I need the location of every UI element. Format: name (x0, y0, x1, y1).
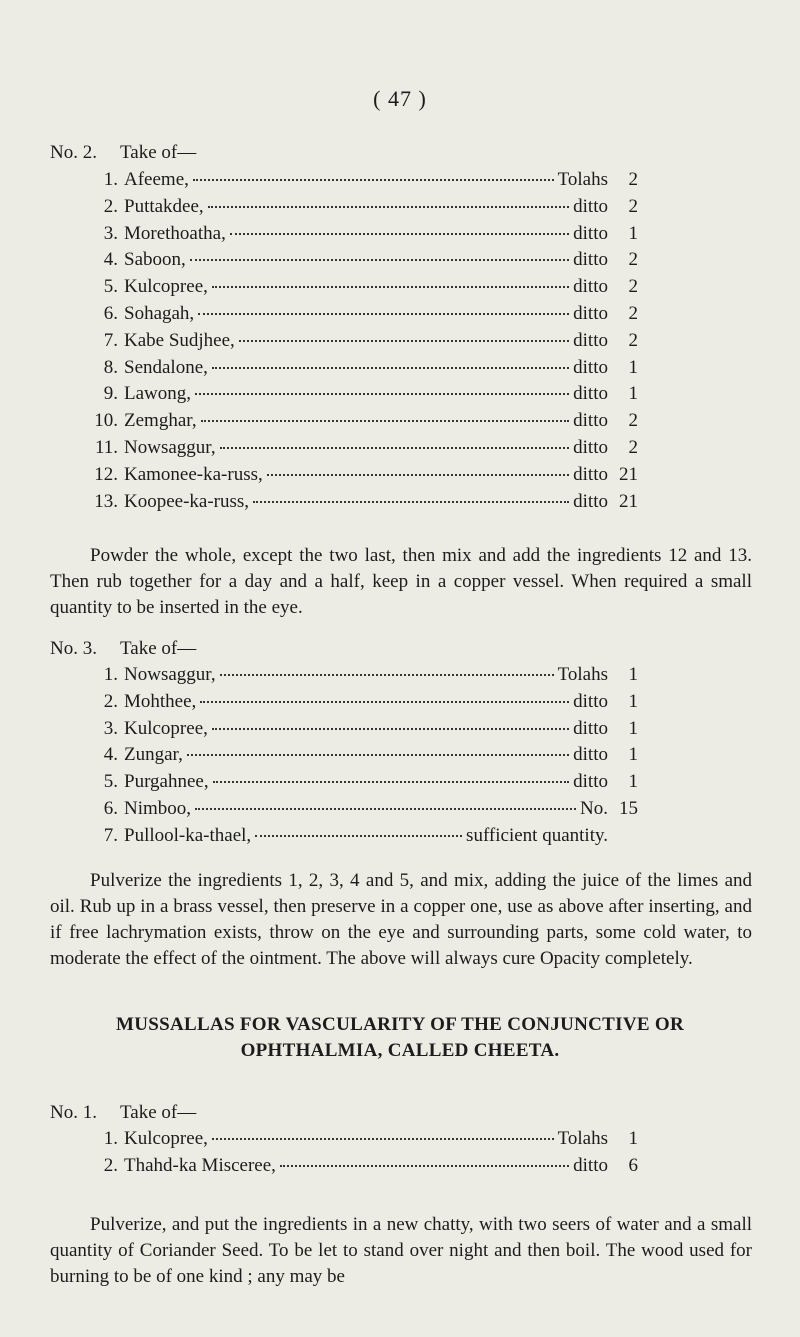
take-of-label: Take of— (120, 142, 197, 163)
ingredient-unit: sufficient quantity. (466, 824, 608, 846)
recipe-3-ingredient-list (78, 664, 638, 852)
leader-dots (212, 366, 569, 369)
leader-dots (208, 205, 569, 208)
ingredient-row (78, 1155, 638, 1182)
ingredient-row (78, 169, 638, 196)
ingredient-row (78, 330, 638, 357)
ingredient-row (78, 691, 638, 718)
ingredient-unit: ditto (573, 195, 608, 217)
instructions-text: Powder the whole, except the two last, then mix and add the ingredients 12 and 13. Then rub together for a day and a half, keep in a copper vessel. When required a small quantity to be inserted in the eye. (50, 545, 752, 618)
recipe-1-heading (50, 1102, 196, 1124)
leader-dots (280, 1164, 569, 1167)
recipe-3-instructions (50, 868, 752, 972)
leader-dots (212, 1137, 554, 1140)
leader-dots (267, 473, 569, 476)
recipe-number: No. 1. (50, 1102, 97, 1123)
ingredient-row (78, 771, 638, 798)
ingredient-unit: ditto (573, 383, 608, 405)
ingredient-unit: ditto (573, 690, 608, 712)
ingredient-quantity: 6 (628, 1154, 638, 1176)
ingredient-unit: ditto (573, 356, 608, 378)
ingredient-name: Mohthee, (124, 690, 197, 712)
ingredient-number: 11. (94, 436, 118, 458)
ingredient-quantity: 15 (619, 797, 638, 819)
take-of-label: Take of— (120, 1102, 197, 1123)
ingredient-number: 4. (103, 249, 118, 271)
ingredient-quantity: 1 (628, 717, 638, 739)
ingredient-number: 12. (94, 463, 118, 485)
ingredient-name: Sohagah, (124, 302, 195, 324)
ingredient-number: 13. (94, 490, 118, 512)
ingredient-name: Koopee-ka-russ, (124, 490, 250, 512)
ingredient-quantity: 2 (628, 410, 638, 432)
ingredient-number: 6. (103, 797, 118, 819)
ingredient-name: Purgahnee, (124, 771, 209, 793)
ingredient-quantity: 2 (628, 276, 638, 298)
ingredient-quantity: 2 (628, 169, 638, 190)
leader-dots (200, 700, 569, 703)
ingredient-name: Sendalone, (124, 356, 208, 378)
leader-dots (213, 780, 570, 783)
ingredient-name: Morethoatha, (124, 222, 226, 244)
recipe-3-heading (50, 638, 196, 660)
ingredient-name: Pullool-ka-thael, (124, 824, 252, 846)
ingredient-row (78, 303, 638, 330)
ingredient-row (78, 718, 638, 745)
ingredient-unit: ditto (573, 222, 608, 244)
ingredient-name: Nimboo, (124, 797, 192, 819)
ingredient-unit: ditto (573, 410, 608, 432)
section-heading (50, 1012, 750, 1064)
recipe-1-instructions (50, 1212, 752, 1290)
ingredient-unit: Tolahs (557, 169, 608, 190)
ingredient-name: Kamonee-ka-russ, (124, 463, 263, 485)
ingredient-quantity: 21 (619, 463, 638, 485)
ingredient-row (78, 357, 638, 384)
leader-dots (195, 807, 576, 810)
ingredient-name: Afeeme, (124, 169, 189, 190)
ingredient-unit: ditto (573, 276, 608, 298)
ingredient-number: 2. (103, 690, 118, 712)
ingredient-unit: ditto (573, 302, 608, 324)
ingredient-name: Lawong, (124, 383, 192, 405)
ingredient-quantity: 2 (628, 302, 638, 324)
ingredient-row (78, 437, 638, 464)
ingredient-name: Kulcopree, (124, 1128, 208, 1149)
recipe-1-ingredient-list (78, 1128, 638, 1182)
ingredient-name: Saboon, (124, 249, 186, 271)
ingredient-number: 4. (103, 744, 118, 766)
leader-dots (220, 446, 570, 449)
recipe-number: No. 3. (50, 638, 97, 659)
ingredient-name: Puttakdee, (124, 195, 204, 217)
recipe-2-ingredient-list (78, 169, 638, 517)
ingredient-name: Zemghar, (124, 410, 197, 432)
leader-dots (212, 285, 569, 288)
ingredient-name: Nowsaggur, (124, 664, 216, 685)
ingredient-row (78, 249, 638, 276)
ingredient-quantity: 1 (628, 771, 638, 793)
ingredient-row (78, 664, 638, 691)
ingredient-name: Kulcopree, (124, 717, 208, 739)
instructions-text: Pulverize, and put the ingredients in a new chatty, with two seers of water and a small quantity of Coriander Seed. To be let to stand over night and then boil. The wood used for burning to be of one kind ; any may be (50, 1214, 752, 1287)
ingredient-quantity: 1 (628, 744, 638, 766)
ingredient-row (78, 410, 638, 437)
ingredient-row (78, 744, 638, 771)
ingredient-unit: ditto (573, 463, 608, 485)
ingredient-unit: No. (580, 797, 608, 819)
ingredient-unit: Tolahs (557, 664, 608, 685)
ingredient-number: 6. (103, 302, 118, 324)
ingredient-number: 3. (103, 717, 118, 739)
ingredient-number: 3. (103, 222, 118, 244)
ingredient-quantity: 2 (628, 436, 638, 458)
leader-dots (239, 339, 569, 342)
take-of-label: Take of— (120, 638, 197, 659)
ingredient-number: 1. (103, 664, 118, 685)
ingredient-name: Thahd-ka Misceree, (124, 1154, 276, 1176)
ingredient-row (78, 464, 638, 491)
ingredient-quantity: 21 (619, 490, 638, 512)
ingredient-unit: Tolahs (557, 1128, 608, 1149)
ingredient-row (78, 276, 638, 303)
leader-dots (190, 258, 569, 261)
ingredient-quantity: 1 (628, 664, 638, 685)
ingredient-number: 2. (103, 195, 118, 217)
ingredient-quantity: 2 (628, 249, 638, 271)
ingredient-number: 1. (103, 169, 118, 190)
ingredient-unit: ditto (573, 249, 608, 271)
ingredient-unit: ditto (573, 490, 608, 512)
leader-dots (230, 232, 569, 235)
ingredient-number: 9. (103, 383, 118, 405)
ingredient-unit: ditto (573, 744, 608, 766)
ingredient-number: 7. (103, 329, 118, 351)
ingredient-number: 1. (103, 1128, 118, 1149)
instructions-text: Pulverize the ingredients 1, 2, 3, 4 and 5, and mix, adding the juice of the limes and oil. Rub up in a brass vessel, then preserve in a copper one, use as above after inserting, and if free lachrymation exists, throw on the eye and surrounding parts, some cold water, to moderate the effect of the ointment. The above will always cure Opacity completely. (50, 870, 752, 969)
ingredient-number: 5. (103, 771, 118, 793)
ingredient-row (78, 383, 638, 410)
ingredient-name: Nowsaggur, (124, 436, 216, 458)
ingredient-unit: ditto (573, 329, 608, 351)
recipe-2-heading (50, 142, 196, 164)
ingredient-quantity: 1 (628, 690, 638, 712)
ingredient-row (78, 223, 638, 250)
ingredient-quantity: 1 (628, 383, 638, 405)
page-number: ( 47 ) (373, 86, 427, 111)
recipe-number: No. 2. (50, 142, 97, 163)
ingredient-row (78, 491, 638, 518)
section-heading-line1: MUSSALLAS FOR VASCULARITY OF THE CONJUNCTIVE OR (115, 1014, 684, 1035)
ingredient-row (78, 1128, 638, 1155)
ingredient-unit: ditto (573, 771, 608, 793)
leader-dots (220, 673, 554, 676)
ingredient-unit: ditto (573, 436, 608, 458)
ingredient-quantity: 1 (628, 1128, 638, 1149)
ingredient-quantity: 1 (628, 356, 638, 378)
recipe-2-instructions (50, 543, 752, 621)
ingredient-name: Zungar, (124, 744, 183, 766)
ingredient-number: 5. (103, 276, 118, 298)
ingredient-quantity: 2 (628, 195, 638, 217)
ingredient-row (78, 196, 638, 223)
leader-dots (198, 312, 569, 315)
ingredient-number: 8. (103, 356, 118, 378)
leader-dots (212, 727, 569, 730)
leader-dots (193, 178, 554, 181)
ingredient-number: 10. (94, 410, 118, 432)
ingredient-unit: ditto (573, 1154, 608, 1176)
ingredient-name: Kabe Sudjhee, (124, 329, 235, 351)
leader-dots (187, 753, 569, 756)
ingredient-row (78, 798, 638, 825)
ingredient-name: Kulcopree, (124, 276, 208, 298)
ingredient-quantity: 1 (628, 222, 638, 244)
ingredient-row (78, 825, 638, 852)
leader-dots (253, 500, 569, 503)
leader-dots (195, 392, 569, 395)
ingredient-number: 2. (103, 1154, 118, 1176)
ingredient-quantity: 2 (628, 329, 638, 351)
section-heading-line2: OPHTHALMIA, CALLED CHEETA. (240, 1040, 560, 1061)
ingredient-number: 7. (103, 824, 118, 846)
leader-dots (201, 419, 570, 422)
leader-dots (255, 834, 462, 837)
ingredient-unit: ditto (573, 717, 608, 739)
